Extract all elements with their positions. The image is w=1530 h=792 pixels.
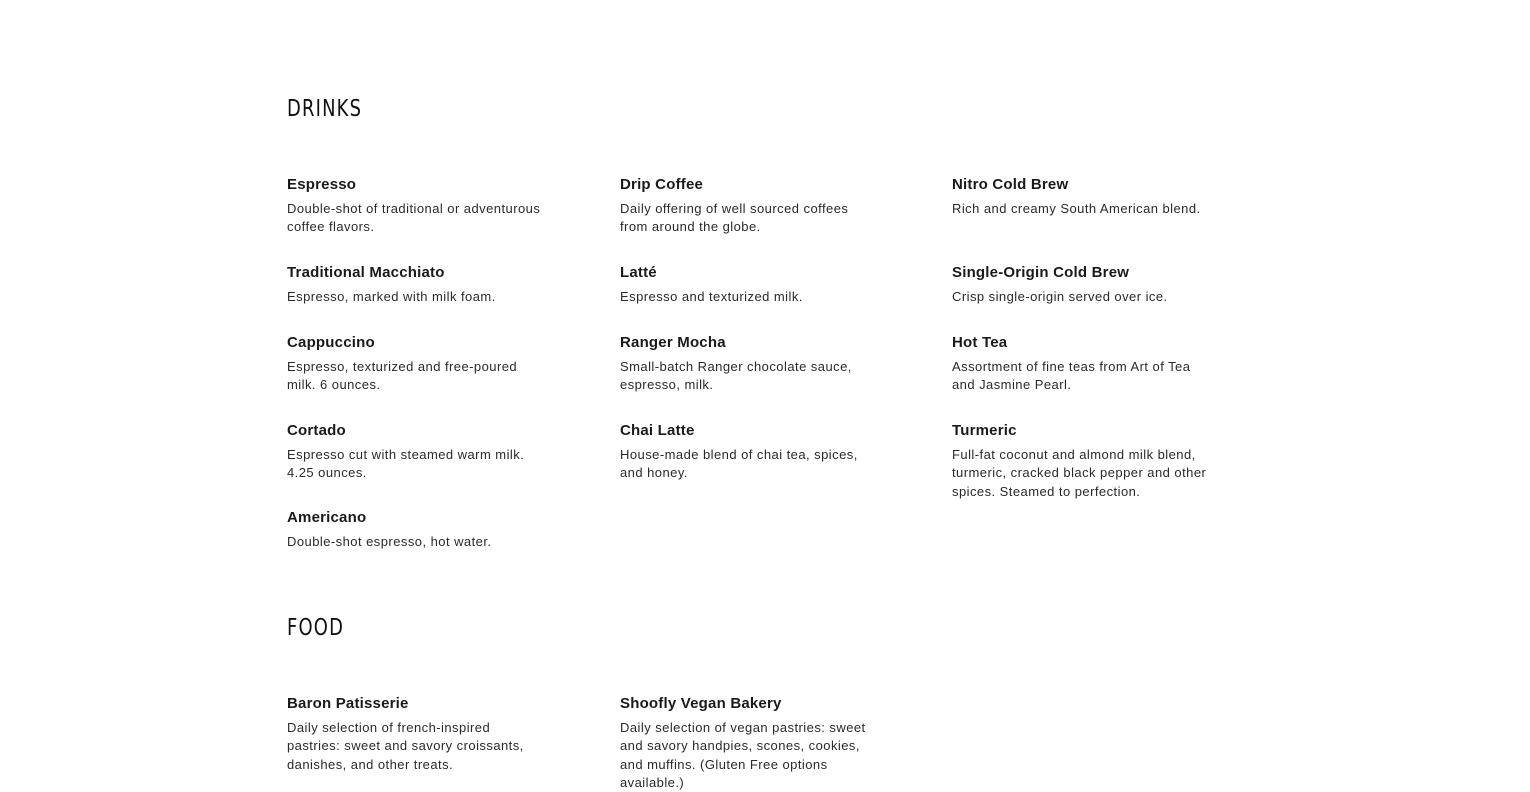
- menu-item-description: Double-shot espresso, hot water.: [287, 534, 492, 549]
- menu-item-description: Rich and creamy South American blend.: [952, 201, 1201, 216]
- menu-item-name: Ranger Mocha: [620, 334, 726, 351]
- menu-item-shoofly-vegan-bakery: [620, 695, 875, 792]
- menu-item-description: Espresso, marked with milk foam.: [287, 289, 496, 304]
- menu-item-name: Drip Coffee: [620, 176, 704, 193]
- menu-item-description: Full-fat coconut and almond milk blend, turmeric, cracked black pepper and other spices. Steamed to perfection.: [952, 447, 1207, 499]
- drinks-section-title: DRINKS: [287, 96, 363, 122]
- menu-item-espresso: [287, 176, 542, 237]
- menu-item-drip-coffee: [620, 176, 875, 237]
- menu-item-cappuccino: [287, 334, 542, 395]
- menu-item-latte: [620, 264, 875, 306]
- menu-item-cortado: [287, 422, 542, 483]
- menu-item-name: Shoofly Vegan Bakery: [620, 695, 782, 712]
- menu-item-chai-latte: [620, 422, 875, 483]
- menu-item-name: Single-Origin Cold Brew: [952, 264, 1130, 281]
- menu-item-description: Daily offering of well sourced coffees from around the globe.: [620, 201, 849, 235]
- menu-item-description: Double-shot of traditional or adventurous coffee flavors.: [287, 201, 541, 235]
- menu-item-nitro-cold-brew: [952, 176, 1207, 218]
- menu-item-name: Nitro Cold Brew: [952, 176, 1069, 193]
- food-section-title: FOOD: [287, 615, 345, 641]
- menu-item-description: Espresso and texturized milk.: [620, 289, 803, 304]
- menu-item-baron-patisserie: [287, 695, 542, 774]
- menu-item-description: Espresso cut with steamed warm milk. 4.25 ounces.: [287, 447, 525, 481]
- menu-item-description: Espresso, texturized and free-poured milk. 6 ounces.: [287, 359, 518, 393]
- menu-item-name: Cappuccino: [287, 334, 375, 351]
- menu-item-description: Daily selection of vegan pastries: sweet and savory handpies, scones, cookies, and muffins. (Gluten Free options available.): [620, 720, 866, 790]
- menu-item-traditional-macchiato: [287, 264, 542, 306]
- menu-item-americano: [287, 509, 542, 551]
- menu-item-name: Baron Patisserie: [287, 695, 409, 712]
- menu-item-name: Cortado: [287, 422, 346, 439]
- menu-item-turmeric: [952, 422, 1207, 501]
- menu-item-description: Daily selection of french-inspired pastries: sweet and savory croissants, danishes, and other treats.: [287, 720, 524, 772]
- menu-item-name: Turmeric: [952, 422, 1017, 439]
- menu-item-name: Latté: [620, 264, 657, 281]
- menu-item-single-origin-cold-brew: [952, 264, 1207, 306]
- menu-item-description: Crisp single-origin served over ice.: [952, 289, 1168, 304]
- menu-item-name: Espresso: [287, 176, 357, 193]
- menu-item-hot-tea: [952, 334, 1207, 395]
- menu-item-description: Assortment of fine teas from Art of Tea and Jasmine Pearl.: [952, 359, 1191, 393]
- menu-item-ranger-mocha: [620, 334, 875, 395]
- menu-item-name: Hot Tea: [952, 334, 1008, 351]
- menu-item-name: Chai Latte: [620, 422, 695, 439]
- menu-item-description: Small-batch Ranger chocolate sauce, espresso, milk.: [620, 359, 852, 393]
- menu-item-description: House-made blend of chai tea, spices, and honey.: [620, 447, 858, 481]
- menu-item-name: Traditional Macchiato: [287, 264, 445, 281]
- menu-item-name: Americano: [287, 509, 367, 526]
